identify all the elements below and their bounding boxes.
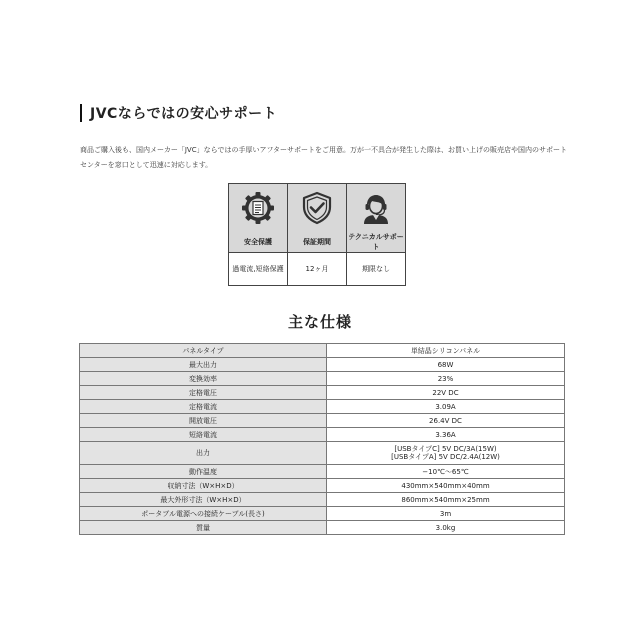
spec-row — [80, 372, 565, 386]
spec-row — [80, 507, 565, 521]
spec-value: 23% — [327, 372, 565, 386]
spec-value: 単結晶シリコンパネル — [327, 344, 565, 358]
spec-row — [80, 465, 565, 479]
spec-key: 出力 — [80, 442, 327, 465]
spec-row — [80, 442, 565, 465]
section-heading — [80, 104, 277, 122]
spec-key: パネルタイプ — [80, 344, 327, 358]
headset-operator-icon — [359, 191, 393, 225]
spec-row — [80, 386, 565, 400]
spec-key: ポータブル電源への接続ケーブル(長さ) — [80, 507, 327, 521]
gear-document-icon — [241, 191, 275, 225]
support-icon-cell — [347, 184, 406, 233]
spec-key: 最大出力 — [80, 358, 327, 372]
spec-value: 430mm×540mm×40mm — [327, 479, 565, 493]
section-title: JVCならではの安心サポート — [90, 106, 278, 122]
spec-value: 68W — [327, 358, 565, 372]
section-description: 商品ご購入後も、国内メーカー「JVC」ならではの手厚いアフターサポートをご用意。万が一不具合が発生した際は、お買い上げの販売店や国内のサポートセンターを窓口として迅速に対応します。 — [80, 146, 568, 169]
spec-row — [80, 493, 565, 507]
spec-key: 変換効率 — [80, 372, 327, 386]
spec-row — [80, 414, 565, 428]
spec-row — [80, 400, 565, 414]
spec-row — [80, 358, 565, 372]
spec-key: 定格電圧 — [80, 386, 327, 400]
spec-key: 質量 — [80, 521, 327, 535]
spec-value: 3.36A — [327, 428, 565, 442]
spec-key: 収納寸法（W×H×D） — [80, 479, 327, 493]
support-icon-cell — [288, 184, 347, 233]
spec-key: 開放電圧 — [80, 414, 327, 428]
spec-row — [80, 479, 565, 493]
spec-row — [80, 521, 565, 535]
support-label: 保証期間 — [288, 232, 347, 253]
support-icon-cell — [229, 184, 288, 233]
spec-table — [79, 343, 565, 535]
support-label: 安全保護 — [229, 232, 288, 253]
support-value: 過電流,短絡保護 — [229, 253, 288, 286]
support-table — [228, 183, 406, 286]
spec-key: 定格電流 — [80, 400, 327, 414]
support-value: 12ヶ月 — [288, 253, 347, 286]
specs-title: 主な仕様 — [287, 313, 352, 331]
heading-accent-bar — [80, 104, 82, 122]
spec-key: 最大外形寸法（W×H×D） — [80, 493, 327, 507]
spec-value: 3m — [327, 507, 565, 521]
spec-value: 26.4V DC — [327, 414, 565, 428]
spec-key: 短絡電流 — [80, 428, 327, 442]
spec-value: 22V DC — [327, 386, 565, 400]
spec-value: [USBタイプC] 5V DC/3A(15W) [USBタイプA] 5V DC/2.4A(12W) — [327, 442, 565, 465]
spec-row — [80, 428, 565, 442]
spec-row — [80, 344, 565, 358]
support-label: テクニカルサポート — [348, 233, 404, 251]
spec-value: 3.0kg — [327, 521, 565, 535]
spec-value: 860mm×540mm×25mm — [327, 493, 565, 507]
spec-key: 動作温度 — [80, 465, 327, 479]
spec-value: 3.09A — [327, 400, 565, 414]
support-value: 期限なし — [347, 253, 406, 286]
spec-value: −10℃〜65℃ — [327, 465, 565, 479]
shield-check-icon — [300, 191, 334, 225]
